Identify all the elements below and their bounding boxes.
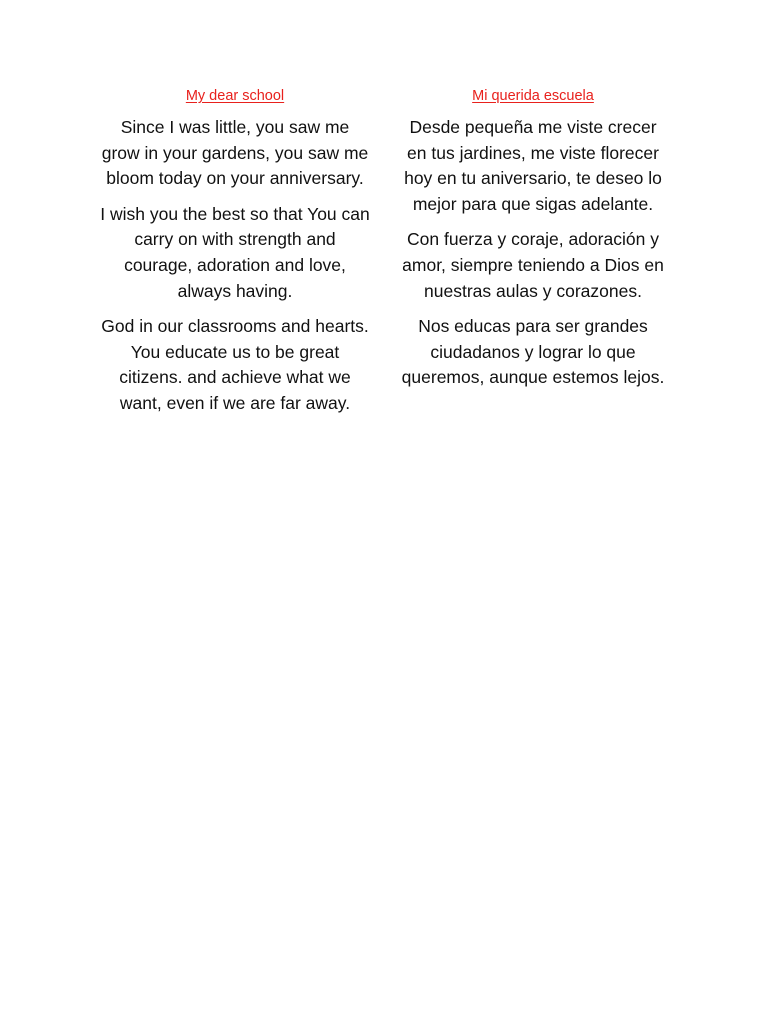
english-paragraph-1: Since I was little, you saw me grow in your gardens, you saw me bloom today on your anniversary. (101, 117, 369, 189)
spanish-title: Mi querida escuela (472, 88, 594, 104)
spanish-paragraph-2: Con fuerza y coraje, adoración y amor, siempre teniendo a Dios en nuestras aulas y corazones. (402, 229, 664, 301)
spanish-column (398, 86, 668, 401)
english-paragraph-2: I wish you the best so that You can carry on with strength and courage, adoration and love, always having. (100, 203, 370, 301)
spanish-paragraph-1: Desde pequeña me viste crecer en tus jardines, me viste florecer hoy en tu aniversario, te deseo lo mejor para que sigas adelante. (404, 117, 662, 214)
english-title: My dear school (185, 88, 285, 104)
spanish-paragraph-3: Nos educas para ser grandes ciudadanos y lograr lo que queremos, aunque estemos lejos. (401, 316, 665, 388)
english-paragraph-3: God in our classrooms and hearts. You educate us to be great citizens. and achieve what we want, even if we are far away. (101, 316, 369, 413)
english-column (100, 86, 370, 427)
